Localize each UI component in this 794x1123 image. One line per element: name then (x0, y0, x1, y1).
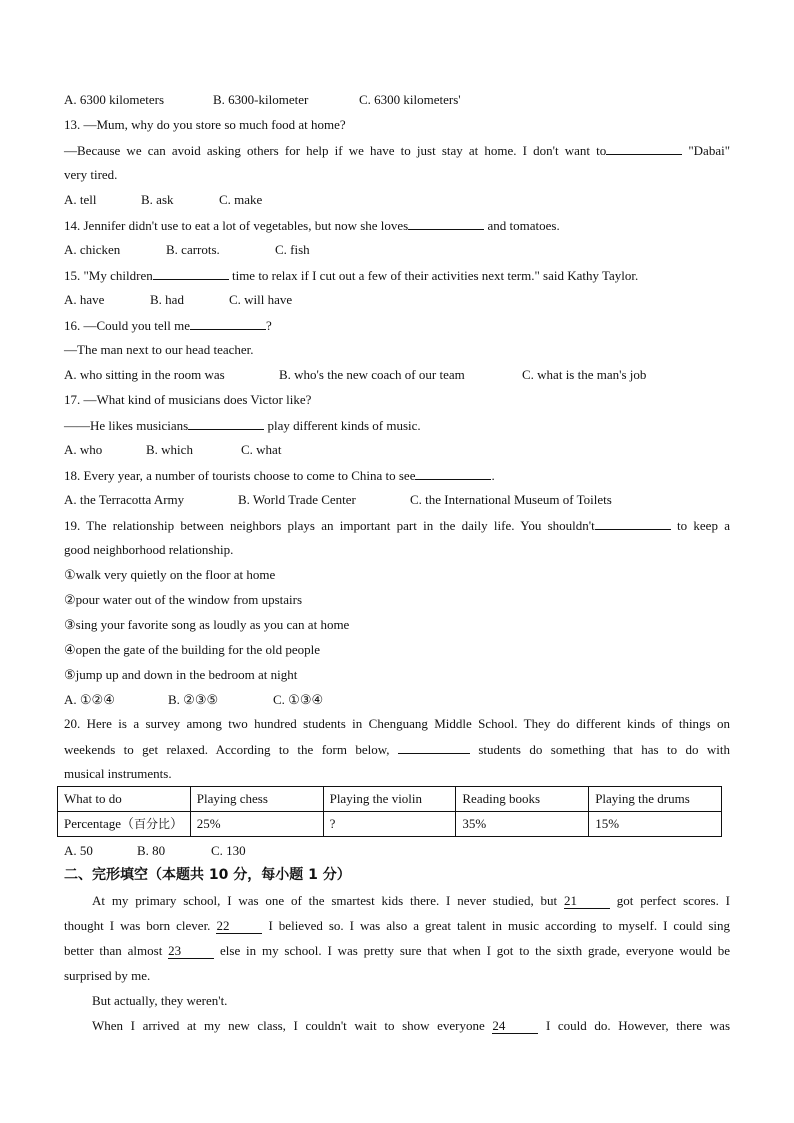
q16-option-b: B. who's the new coach of our team (279, 367, 465, 382)
q16-answer: —The man next to our head teacher. (64, 342, 254, 357)
q14-option-a: A. chicken (64, 242, 121, 257)
q18-option-a: A. the Terracotta Army (64, 492, 185, 507)
cloze-blank-22: 22 (216, 919, 262, 934)
q15-option-a: A. have (64, 292, 105, 307)
q16-stem (64, 317, 730, 334)
passage-line-5 (92, 1018, 730, 1034)
q18-post: . (491, 468, 495, 483)
q20-blank (398, 741, 470, 754)
q19-blank (595, 517, 671, 530)
q18-stem (64, 467, 730, 484)
passage-line-1 (92, 893, 730, 909)
passage-text: better than almost (64, 943, 163, 958)
q19-option-c: C. ①③④ (273, 692, 324, 707)
q19-stem (64, 517, 730, 534)
table-row (58, 812, 722, 837)
q19-item-5: ⑤jump up and down in the bedroom at night (64, 667, 298, 682)
q17-option-c: C. what (241, 442, 282, 457)
q18-option-c: C. the International Museum of Toilets (410, 492, 612, 507)
q17-answer (64, 417, 730, 434)
q19-item-1: ①walk very quietly on the floor at home (64, 567, 276, 582)
q17-blank (188, 417, 264, 430)
q15-pre: 15. "My children (64, 268, 153, 283)
q14-pre: 14. Jennifer didn't use to eat a lot of vegetables, but now she loves (64, 218, 409, 233)
table-header-cell: Playing the drums (589, 787, 722, 812)
q12-option-b: B. 6300-kilometer (213, 92, 309, 107)
passage-line-2 (64, 918, 730, 934)
table-header-row (58, 787, 722, 812)
q19-option-b: B. ②③⑤ (168, 692, 219, 707)
q13-stem: 13. —Mum, why do you store so much food at home? (64, 117, 346, 132)
row-label-end: ） (170, 816, 184, 831)
q12-option-c: C. 6300 kilometers' (359, 92, 461, 107)
q20-option-c: C. 130 (211, 843, 246, 858)
q20-line-3: musical instruments. (64, 766, 172, 781)
q17-option-a: A. who (64, 442, 103, 457)
q19-option-a: A. ①②④ (64, 692, 115, 707)
q20-line-2 (64, 741, 730, 758)
q16-post: ? (266, 318, 272, 333)
cloze-blank-21: 21 (564, 894, 610, 909)
q13-answer-post: "Dabai" (688, 143, 731, 158)
q14-option-b: B. carrots. (166, 242, 220, 257)
q19-post: to keep a (677, 518, 730, 533)
q20-line-2-post: students do something that has to do with (478, 742, 731, 757)
table-header-cell: Reading books (456, 787, 589, 812)
q13-answer-cont: very tired. (64, 167, 118, 182)
q14-stem (64, 217, 730, 234)
row-label-en: Percentage（ (64, 816, 135, 831)
passage-text: At my primary school, I was one of the smartest kids there. I never studied, but (92, 893, 558, 908)
table-row-label (58, 812, 191, 837)
q13-option-c: C. make (219, 192, 263, 207)
passage-line-4: surprised by me. (64, 968, 151, 983)
q19-item-2: ②pour water out of the window from upstairs (64, 592, 303, 607)
q18-pre: 18. Every year, a number of tourists choose to come to China to see (64, 468, 416, 483)
table-cell: 15% (589, 812, 722, 837)
q20-line-2-pre: weekends to get relaxed. According to the form below, (64, 742, 390, 757)
q17-pre: ——He likes musicians (64, 418, 189, 433)
q17-post: play different kinds of music. (267, 418, 421, 433)
q13-answer-line (64, 142, 730, 159)
q15-blank (153, 267, 229, 280)
q19-item-4: ④open the gate of the building for the old people (64, 642, 321, 657)
q20-option-a: A. 50 (64, 843, 93, 858)
q19-pre: 19. The relationship between neighbors plays an important part in the daily life. You shouldn't (64, 518, 595, 533)
q13-option-b: B. ask (141, 192, 174, 207)
passage-text: When I arrived at my new class, I couldn't wait to show everyone (92, 1018, 485, 1033)
q13-blank (606, 142, 682, 155)
survey-table (57, 786, 722, 837)
passage-text: I could do. However, there was (545, 1018, 731, 1033)
q17-option-b: B. which (146, 442, 193, 457)
passage-paragraph-2: But actually, they weren't. (92, 993, 228, 1008)
q19-stem-cont: good neighborhood relationship. (64, 542, 234, 557)
q18-blank (415, 467, 491, 480)
q18-option-b: B. World Trade Center (238, 492, 356, 507)
passage-text: I believed so. I was also a great talent in music according to myself. I could sing (268, 918, 731, 933)
q15-post: time to relax if I cut out a few of their activities next term." said Kathy Taylor. (231, 268, 639, 283)
passage-line-3 (64, 943, 730, 959)
q15-option-b: B. had (150, 292, 184, 307)
section-2-title: 二、完形填空（本题共 10 分，每小题 1 分） (64, 867, 351, 883)
passage-text: got perfect scores. I (616, 893, 731, 908)
passage-text: else in my school. I was pretty sure that when I got to the sixth grade, everyone would be (220, 943, 731, 958)
table-header-cell: Playing the violin (323, 787, 456, 812)
q16-blank (190, 317, 266, 330)
table-cell: 35% (456, 812, 589, 837)
q13-answer-pre: —Because we can avoid asking others for help if we have to just stay at home. I don't want to (64, 143, 607, 158)
table-header-cell: What to do (58, 787, 191, 812)
q15-stem (64, 267, 730, 284)
table-cell: 25% (190, 812, 323, 837)
passage-text: thought I was born clever. (64, 918, 211, 933)
q14-blank (408, 217, 484, 230)
q16-pre: 16. —Could you tell me (64, 318, 191, 333)
q19-item-3: ③sing your favorite song as loudly as you can at home (64, 617, 350, 632)
q14-post: and tomatoes. (487, 218, 560, 233)
q20-line-1: 20. Here is a survey among two hundred students in Chenguang Middle School. They do different kinds of things on (64, 716, 730, 731)
q13-option-a: A. tell (64, 192, 97, 207)
table-cell: ? (323, 812, 456, 837)
cloze-blank-23: 23 (168, 944, 214, 959)
cloze-blank-24: 24 (492, 1019, 538, 1034)
q12-option-a: A. 6300 kilometers (64, 92, 165, 107)
q16-option-c: C. what is the man's job (522, 367, 647, 382)
q15-option-c: C. will have (229, 292, 293, 307)
q17-stem: 17. —What kind of musicians does Victor like? (64, 392, 312, 407)
q20-option-b: B. 80 (137, 843, 166, 858)
q16-option-a: A. who sitting in the room was (64, 367, 225, 382)
q14-option-c: C. fish (275, 242, 310, 257)
row-label-cn: 百分比 (134, 817, 171, 831)
table-header-cell: Playing chess (190, 787, 323, 812)
